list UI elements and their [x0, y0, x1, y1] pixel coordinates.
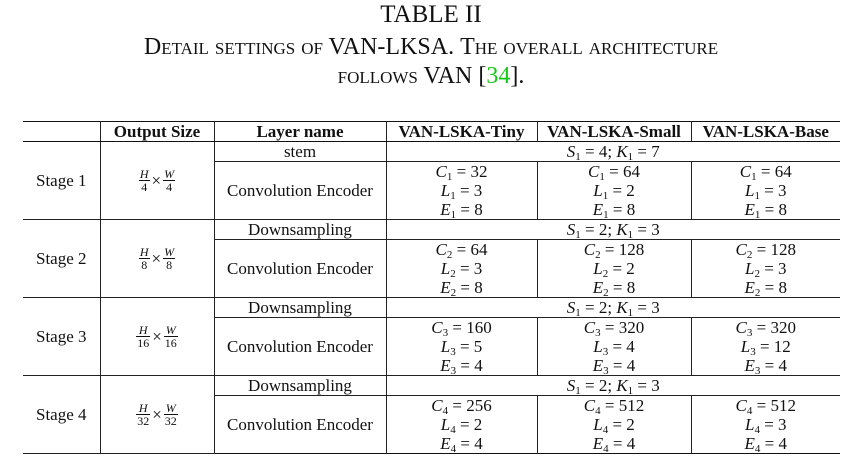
param-value: $C_3 = 320$: [735, 318, 796, 339]
header-cell: VAN-LSKA-Small: [537, 122, 691, 142]
encoder-label: Convolution Encoder: [214, 240, 386, 298]
output-size: [100, 142, 214, 220]
fraction-numerator: W: [164, 245, 175, 259]
param-value: $C_2 = 128$: [735, 240, 796, 261]
small-params: [537, 240, 691, 298]
param-value: $L_3 = 4$: [593, 337, 635, 358]
param-value: $E_3 = 4$: [592, 356, 636, 377]
header-cell: Layer name: [214, 122, 386, 142]
param-value: $L_2 = 2$: [593, 259, 635, 280]
output-size: [100, 376, 214, 454]
param-value: $L_4 = 2$: [593, 415, 635, 436]
downsampling-params: $S_1 = 4$; $K_1 = 7$: [386, 142, 840, 162]
param-value: $E_2 = 8$: [440, 278, 483, 299]
param-value: $E_3 = 4$: [440, 356, 483, 377]
stage-name: Stage 1: [23, 142, 100, 220]
fraction-denominator: 32: [137, 414, 150, 428]
fraction-denominator: 8: [141, 258, 148, 272]
param-value: $C_1 = 32$: [435, 162, 488, 183]
output-size: [100, 298, 214, 376]
fraction-denominator: 4: [166, 180, 173, 194]
caption-line-1: [0, 33, 862, 61]
stage-downsampling-row: [23, 298, 840, 318]
downsampling-label: Downsampling: [214, 220, 386, 240]
param-value: $C_1 = 64$: [739, 162, 792, 183]
param-value: $L_1 = 2$: [593, 181, 635, 202]
tiny-params: [386, 396, 537, 454]
times-symbol: ×: [152, 405, 162, 424]
output-fraction-h: [139, 246, 150, 271]
param-value: $C_2 = 64$: [435, 240, 488, 261]
small-params: [537, 396, 691, 454]
small-params: [537, 162, 691, 220]
output-fraction-w: [164, 324, 178, 349]
downsampling-params: $S_1 = 2$; $K_1 = 3$: [386, 376, 840, 396]
output-fraction-w: [163, 246, 175, 271]
param-value: $L_4 = 3$: [744, 415, 787, 436]
caption-line1-suffix: The overall architecture: [460, 34, 719, 60]
times-symbol: ×: [152, 327, 162, 346]
param-value: $E_1 = 8$: [440, 200, 483, 221]
times-symbol: ×: [151, 171, 162, 190]
stage-downsampling-row: [23, 142, 840, 162]
stage-name: Stage 2: [23, 220, 100, 298]
fraction-numerator: W: [164, 167, 175, 181]
param-value: $C_4 = 512$: [735, 396, 796, 417]
caption-line2-prefix: follows: [337, 63, 418, 89]
encoder-label: Convolution Encoder: [214, 162, 386, 220]
base-params: [691, 396, 840, 454]
param-value: $E_1 = 8$: [744, 200, 787, 221]
fraction-denominator: 16: [164, 336, 177, 350]
param-value: $C_3 = 320$: [583, 318, 645, 339]
param-value: $E_4 = 4$: [744, 434, 787, 455]
param-value: $C_4 = 256$: [431, 396, 492, 417]
stage-downsampling-row: [23, 220, 840, 240]
param-value: $E_2 = 8$: [744, 278, 787, 299]
citation-link[interactable]: 34: [486, 63, 511, 89]
downsampling-label: Downsampling: [214, 298, 386, 318]
downsampling-label: Downsampling: [214, 376, 386, 396]
caption-line1-prefix: Detail settings of: [143, 34, 323, 60]
downsampling-params: $S_1 = 2$; $K_1 = 3$: [386, 220, 840, 240]
param-value: $L_1 = 3$: [744, 181, 787, 202]
param-value: $L_4 = 2$: [440, 415, 483, 436]
downsampling-label: stem: [214, 142, 386, 162]
output-fraction-w: [163, 168, 175, 193]
output-fraction-w: [164, 402, 178, 427]
header-cell: VAN-LSKA-Base: [691, 122, 840, 142]
param-value: $E_1 = 8$: [592, 200, 636, 221]
fraction-numerator: H: [136, 324, 150, 337]
fraction-numerator: H: [139, 245, 149, 259]
fraction-numerator: W: [165, 401, 176, 415]
param-value: $C_3 = 160$: [431, 318, 492, 339]
caption-line2-end: ].: [510, 63, 525, 89]
param-value: $L_2 = 3$: [440, 259, 483, 280]
param-value: $E_2 = 8$: [592, 278, 636, 299]
output-fraction-h: [139, 168, 150, 193]
output-fraction-h: [136, 324, 150, 349]
caption-line1-name: VAN-LKSA.: [328, 34, 455, 60]
param-value: $L_3 = 12$: [740, 337, 791, 358]
stage-downsampling-row: [23, 376, 840, 396]
fraction-denominator: 4: [141, 180, 148, 194]
param-value: $C_4 = 512$: [583, 396, 645, 417]
fraction-numerator: W: [165, 323, 176, 337]
fraction-denominator: 32: [164, 414, 177, 428]
fraction-denominator: 8: [166, 258, 173, 272]
stage-name: Stage 4: [23, 376, 100, 454]
param-value: $E_4 = 4$: [440, 434, 483, 455]
param-value: $E_4 = 4$: [592, 434, 636, 455]
param-value: $L_3 = 5$: [440, 337, 483, 358]
tiny-params: [386, 162, 537, 220]
param-value: $L_2 = 3$: [744, 259, 787, 280]
param-value: $C_2 = 128$: [583, 240, 645, 261]
output-fraction-h: [136, 402, 150, 427]
times-symbol: ×: [151, 249, 162, 268]
small-params: [537, 318, 691, 376]
fraction-denominator: 16: [137, 336, 150, 350]
param-value: $C_1 = 64$: [588, 162, 640, 183]
param-value: $E_3 = 4$: [744, 356, 787, 377]
caption-line-2: [0, 62, 862, 90]
table-label: TABLE II: [380, 1, 482, 28]
downsampling-params: $S_1 = 2$; $K_1 = 3$: [386, 298, 840, 318]
settings-table: [23, 121, 840, 454]
base-params: [691, 162, 840, 220]
encoder-label: Convolution Encoder: [214, 396, 386, 454]
fraction-numerator: H: [139, 167, 149, 181]
base-params: [691, 240, 840, 298]
header-cell: Output Size: [100, 122, 214, 142]
header-cell: [23, 122, 100, 142]
param-value: $L_1 = 3$: [440, 181, 483, 202]
encoder-label: Convolution Encoder: [214, 318, 386, 376]
output-size: [100, 220, 214, 298]
tiny-params: [386, 318, 537, 376]
header-cell: VAN-LSKA-Tiny: [386, 122, 537, 142]
base-params: [691, 318, 840, 376]
tiny-params: [386, 240, 537, 298]
header-row: [23, 122, 840, 142]
stage-name: Stage 3: [23, 298, 100, 376]
fraction-numerator: H: [136, 402, 150, 415]
caption-line2-name: VAN [: [423, 63, 487, 89]
